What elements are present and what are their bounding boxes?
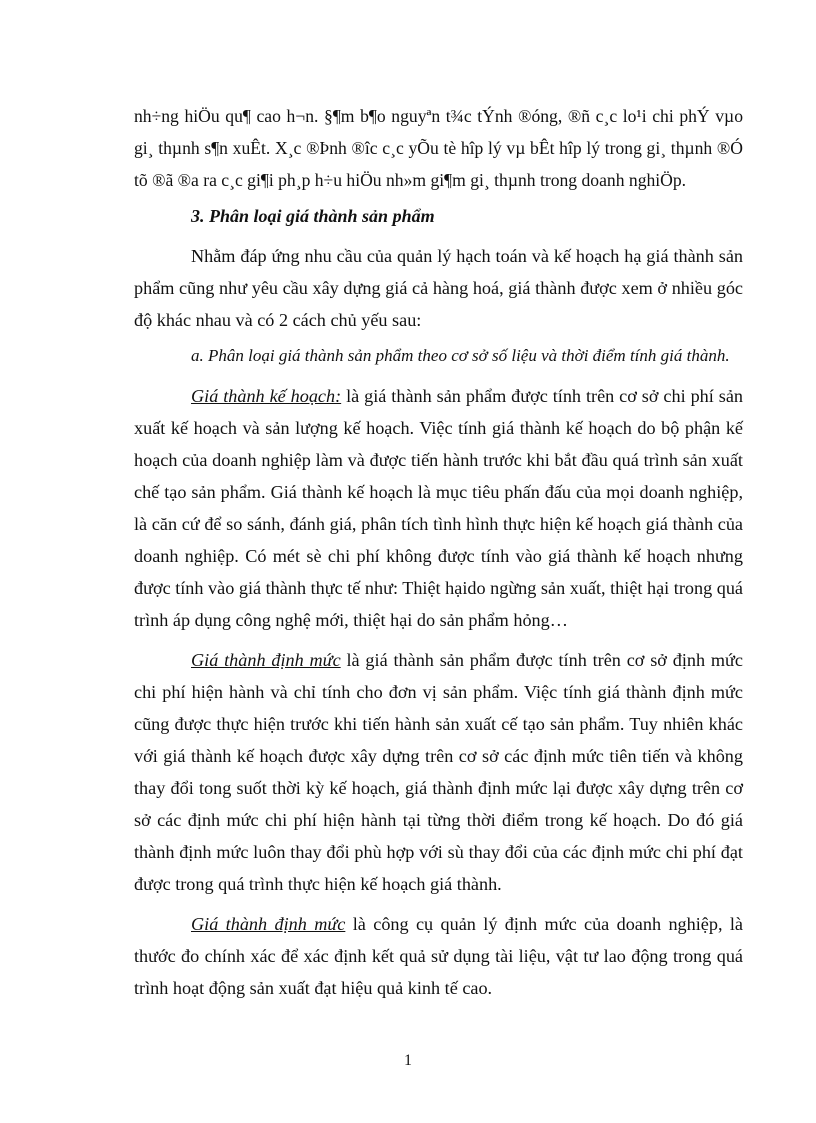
section-heading: 3. Phân loại giá thành sản phẩm — [191, 206, 435, 226]
term-planned-cost: Giá thành kế hoạch: — [191, 386, 342, 406]
page-number: 1 — [404, 1052, 412, 1069]
subsection-heading: a. Phân loại giá thành sản phẩm theo cơ sở số liệu và thời điểm tính giá thành. — [191, 346, 730, 365]
standard-cost-text: là giá thành sản phẩm được tính trên cơ sở định mức chi phí hiện hành và chỉ tính cho đơn vị sản phẩm. Việc tính giá thành định mức cũng được thực hiện trước khi tiến hành sản xuất cế tạo sản phẩm. Tuy nhiên khác với giá thành kế hoạch được xây dựng trên cơ sở các định mức tiên tiến và không thay đổi tong suốt thời kỳ kế hoạch, giá thành định mức lại được xây dựng trên cơ sở các định mức chi phí hiện hành tại từng thời điểm trong kế hoạch. Do đó giá thành định mức luôn thay đổi phù hợp với sù thay đổi của các định mức chi phí đạt được trong quá trình thực hiện kế hoạch giá thành. — [134, 650, 743, 894]
standard-cost-tool-text: là công cụ quản lý định mức của doanh nghiệp, là thước đo chính xác để xác định kết quả sử dụng tài liệu, vật tư lao động trong quá trình hoạt động sản xuất đạt hiệu quả kinh tế cao. — [134, 914, 744, 998]
paragraph-standard-cost — [134, 644, 743, 900]
paragraph-intro: Nhằm đáp ứng nhu cầu của quản lý hạch toán và kế hoạch hạ giá thành sản phẩm cũng như yêu cầu xây dựng giá cả hàng hoá, giá thành được xem ở nhiều góc độ khác nhau và có 2 cách chủ yếu sau: — [134, 246, 743, 330]
paragraph-legacy-font: nh÷ng hiÖu qu¶ cao h¬n. §¶m b¶o nguyªn t¾c tÝnh ®óng, ®ñ c¸c lo¹i chi phÝ vµo gi¸ thµnh s¶n xuÊt. X¸c ®Þnh ®îc c¸c yÕu tè hîp lý vµ bÊt hîp lý trong gi¸ thµnh ®Ó tõ ®ã ®a ra c¸c gi¶i ph¸p h÷u hiÖu nh»m gi¶m gi¸ thµnh trong doanh nghiÖp. — [134, 106, 743, 190]
term-standard-cost-2: Giá thành định mức — [191, 914, 346, 934]
planned-cost-text: là giá thành sản phẩm được tính trên cơ sở chi phí sản xuất kế hoạch và sản lượng kế hoạch. Việc tính giá thành kế hoạch do bộ phận kế hoạch của doanh nghiệp làm và được tiến hành trước khi bắt đầu quá trình sản xuất chế tạo sản phẩm. Giá thành kế hoạch là mục tiêu phấn đấu của mọi doanh nghiệp, là căn cứ để so sánh, đánh giá, phân tích tình hình thực hiện kế hoạch giá thành của doanh nghiệp. Có mét sè chi phí không được tính vào giá thành kế hoạch nhưng được tính vào giá thành thực tế như: Thiệt hạido ngừng sản xuất, thiệt hại trong quá trình áp dụng công nghệ mới, thiệt hại do sản phẩm hỏng… — [134, 386, 743, 630]
paragraph-planned-cost — [134, 380, 743, 636]
paragraph-standard-cost-tool — [134, 908, 743, 1004]
page-body — [134, 100, 743, 1004]
term-standard-cost: Giá thành định mức — [191, 650, 341, 670]
